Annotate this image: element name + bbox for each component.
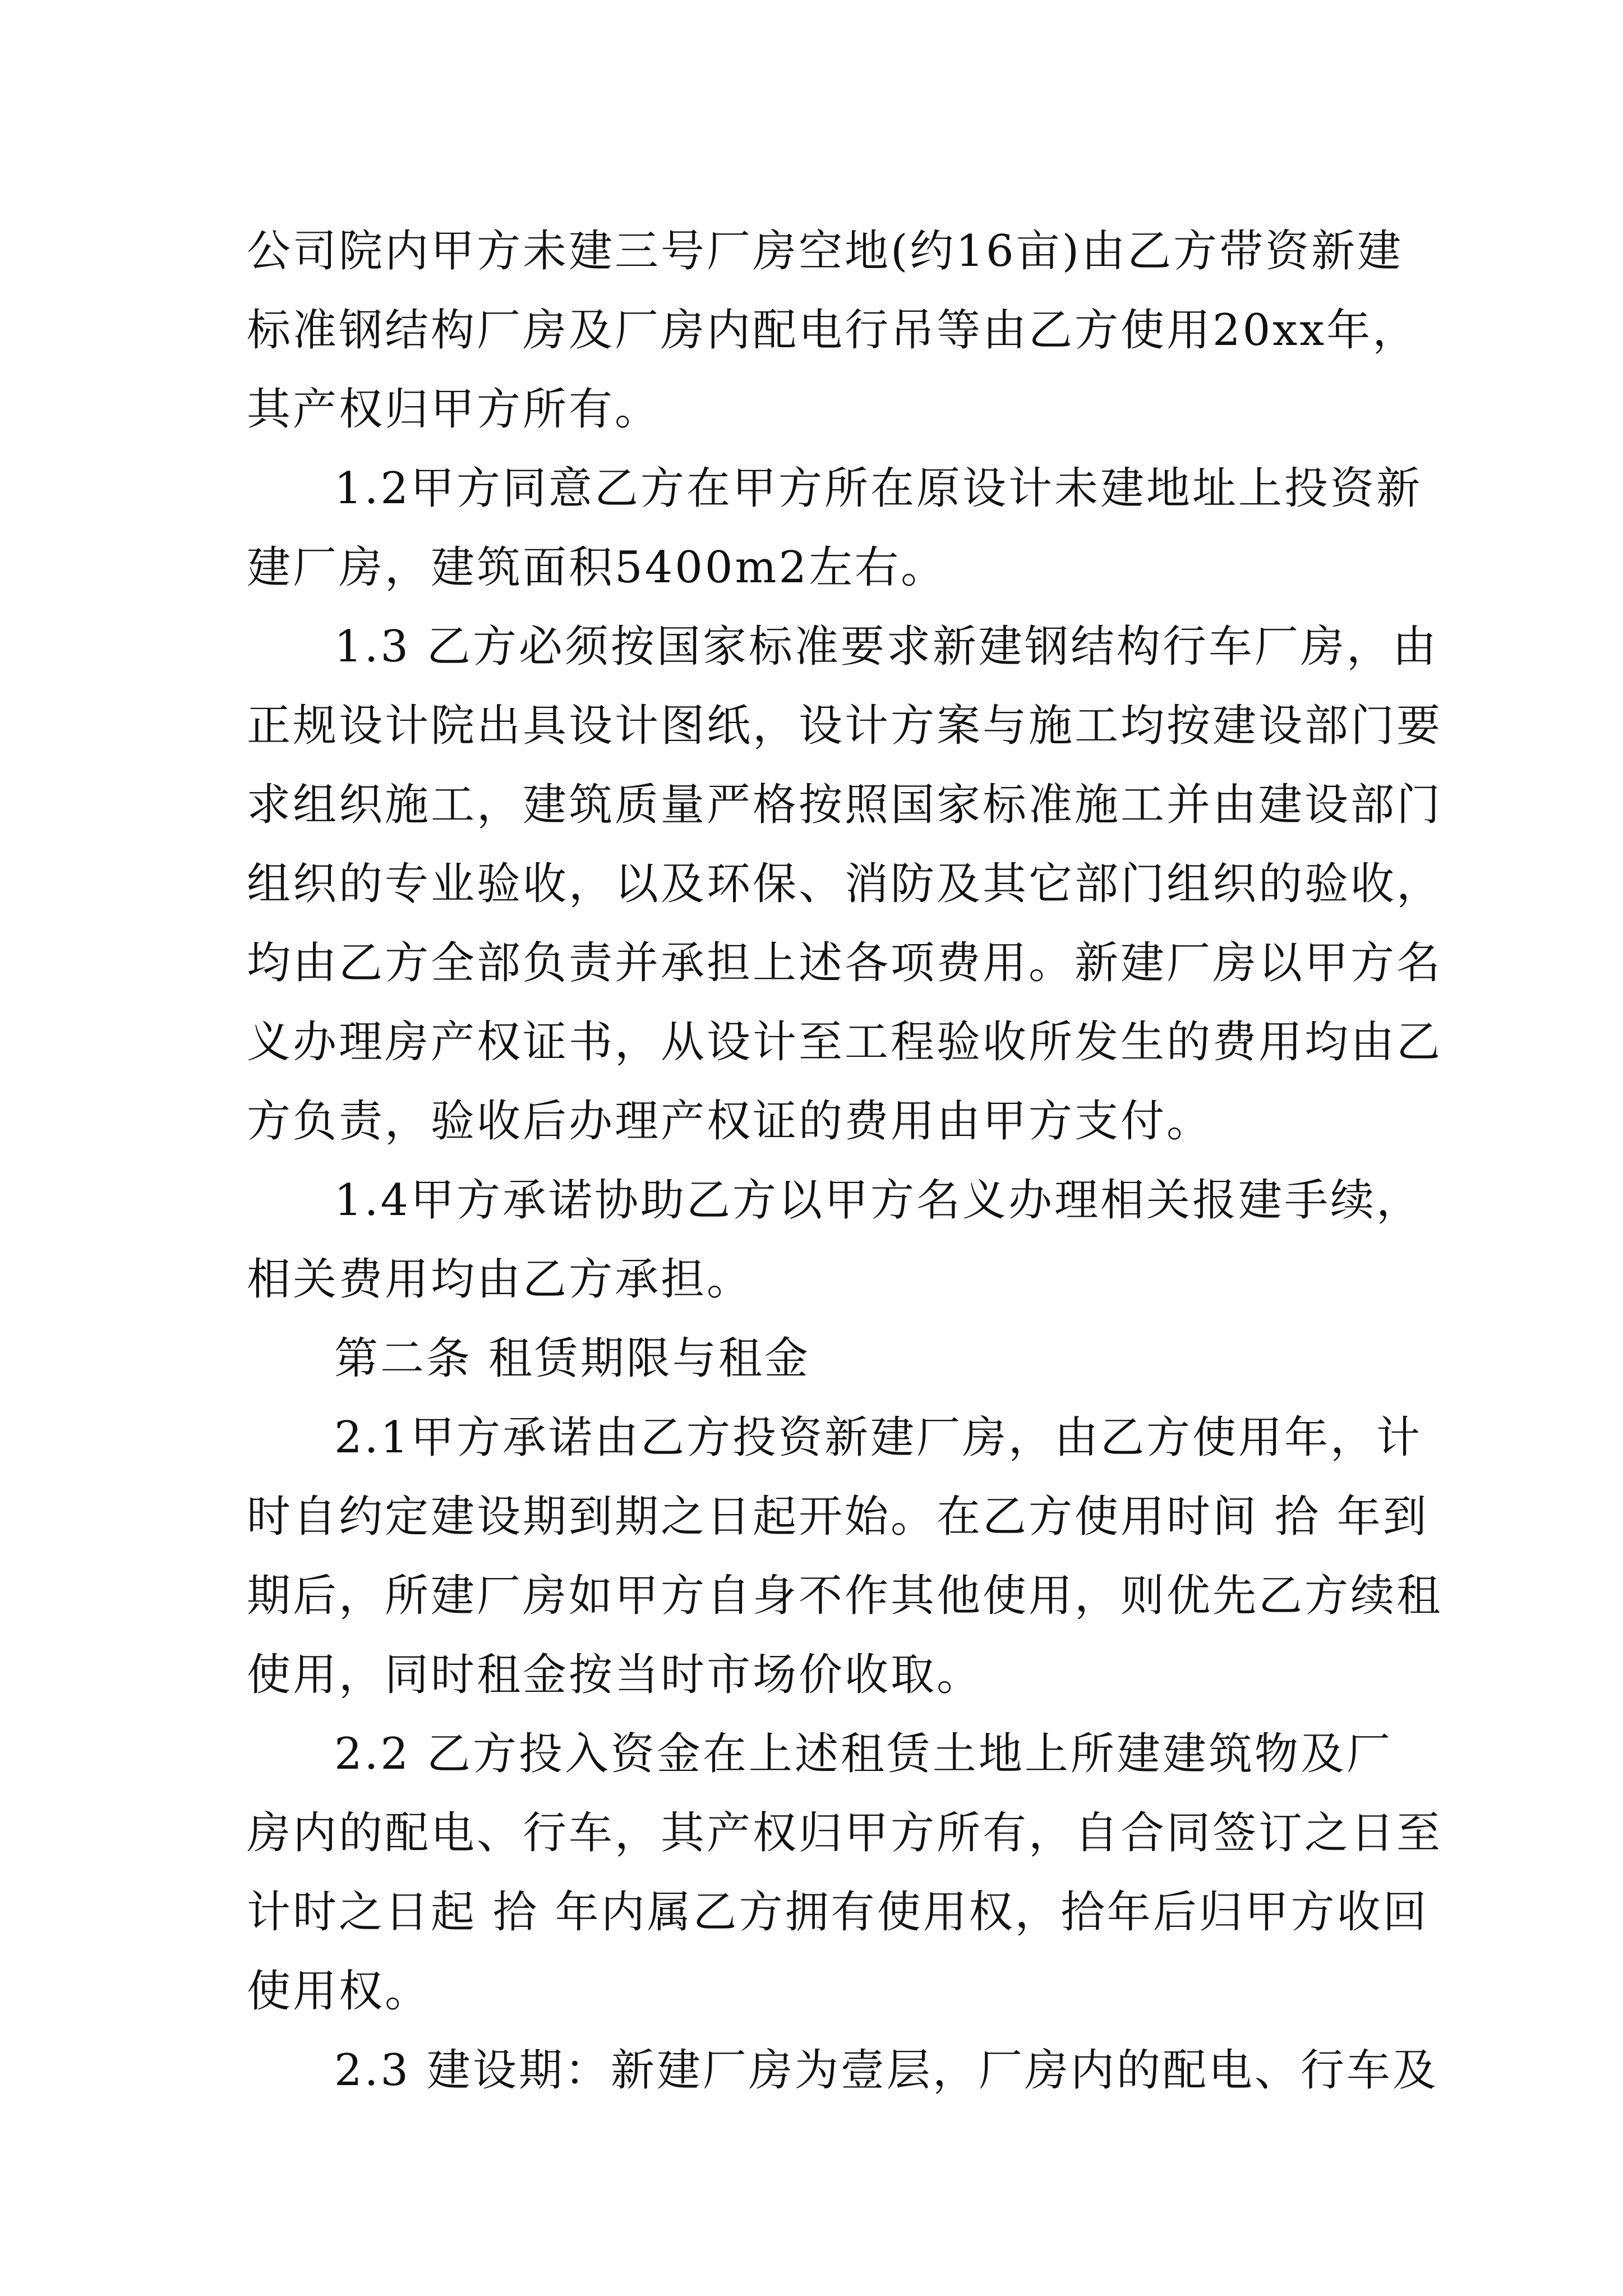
document-line: 均由乙方全部负责并承担上述各项费用。新建厂房以甲方名 [247, 938, 1443, 988]
document-line: 期后，所建厂房如甲方自身不作其他使用，则优先乙方续租 [247, 1571, 1443, 1621]
document-line: 方负责，验收后办理产权证的费用由甲方支付。 [247, 1096, 1213, 1147]
document-line: 2.1甲方承诺由乙方投资新建厂房，由乙方使用年，计 [334, 1412, 1423, 1463]
document-line: 组织的专业验收，以及环保、消防及其它部门组织的验收， [247, 859, 1443, 909]
document-line: 2.2 乙方投入资金在上述租赁土地上所建建筑物及厂 [334, 1729, 1393, 1779]
document-body [247, 212, 1443, 2110]
document-line: 标准钢结构厂房及厂房内配电行吊等由乙方使用20xx年， [247, 305, 1419, 356]
document-line: 建厂房，建筑面积5400m2左右。 [247, 542, 947, 593]
document-line: 2.3 建设期：新建厂房为壹层，厂房内的配电、行车及 [334, 2045, 1438, 2096]
document-line: 义办理房产权证书，从设计至工程验收所发生的费用均由乙 [247, 1017, 1443, 1068]
document-line: 时自约定建设期到期之日起开始。在乙方使用时间 拾 年到 [247, 1492, 1429, 1542]
document-line: 相关费用均由乙方承担。 [247, 1254, 753, 1305]
document-line: 公司院内甲方未建三号厂房空地(约16亩)由乙方带资新建 [247, 226, 1404, 277]
document-line: 正规设计院出具设计图纸，设计方案与施工均按建设部门要 [247, 701, 1443, 751]
document-line: 使用，同时租金按当时市场价收取。 [247, 1650, 983, 1700]
document-line: 1.4甲方承诺协助乙方以甲方名义办理相关报建手续， [334, 1175, 1423, 1226]
document-line: 1.2甲方同意乙方在甲方所在原设计未建地址上投资新 [334, 463, 1423, 514]
document-line: 房内的配电、行车，其产权归甲方所有，自合同签订之日至 [247, 1808, 1443, 1858]
document-line: 1.3 乙方必须按国家标准要求新建钢结构行车厂房，由 [334, 622, 1438, 672]
document-line: 第二条 租赁期限与租金 [334, 1333, 810, 1384]
document-line: 计时之日起 拾 年内属乙方拥有使用权，拾年后归甲方收回 [247, 1887, 1429, 1938]
document-line: 求组织施工，建筑质量严格按照国家标准施工并由建设部门 [247, 780, 1443, 830]
document-line: 其产权归甲方所有。 [247, 384, 661, 435]
document-line: 使用权。 [247, 1966, 431, 2017]
